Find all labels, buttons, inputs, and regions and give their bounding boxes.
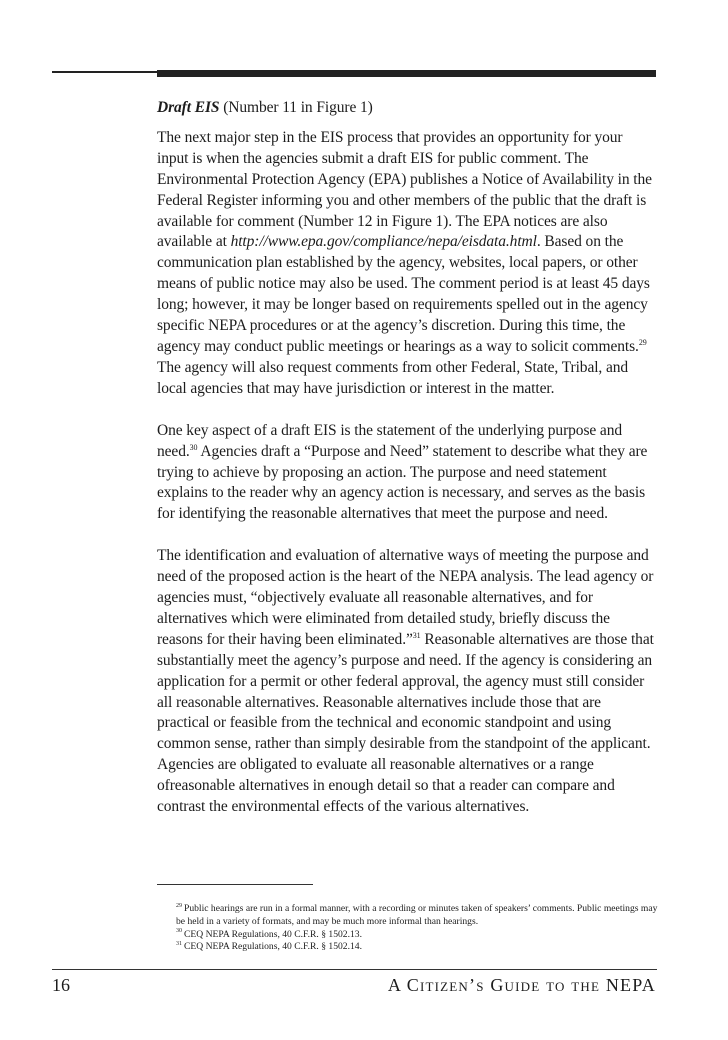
footnote [176,929,661,942]
footnote-text: CEQ NEPA Regulations, 40 C.F.R. § 1502.13. [184,928,362,940]
footnotes [176,903,661,954]
paragraph-2-text-a: One key aspect of a draft EIS is the statement of the underlying purpose and need. [157,421,623,460]
running-title: A Citizen’s Guide to the NEPA [387,975,656,995]
epa-url-link[interactable]: http://www.epa.gov/compliance/nepa/eisdata.html [230,233,537,251]
section-title: Draft EIS [157,99,220,116]
header-rule-thin [52,71,157,73]
section-subtitle: (Number 11 in Figure 1) [219,99,373,116]
footnote-number: 30 [176,928,182,935]
page-body [157,98,657,839]
footnote-ref-30: 30 [189,442,198,452]
paragraph-1-text-c: The agency will also request comments from other Federal, State, Tribal, and local agencies that may have jurisdiction or interest in the matter. [157,358,629,397]
paragraph-2-text-b: Agencies draft a “Purpose and Need” statement to describe what they are trying to achieve by proposing an action. The purpose and need statement explains to the reader why an agency action is necessary, and serves as the basis for identifying the reasonable alternatives that meet the purpose and need. [157,442,648,523]
footnote-rule [157,884,313,885]
footnote-number: 29 [176,902,182,909]
paragraph-1 [157,128,657,400]
page-number: 16 [52,975,70,995]
footnote [176,941,661,954]
footnote-text: Public hearings are run in a formal manner, with a recording or minutes taken of speakers’ comments. Public meetings may be held in a variety of formats, and may be much more informal than hearings. [176,903,658,927]
footnote-ref-29: 29 [638,337,647,347]
footer-rule [52,969,657,970]
paragraph-2 [157,421,657,526]
paragraph-3-text-b: Reasonable alternatives are those that substantially meet the agency’s purpose and need. If the agency is considering an application for a permit or other federal approval, the agency must still consider all reasonable alternatives. Reasonable alternatives include those that are practical or feasible from the technical and economic standpoint and using common sense, rather than simply desirable from the standpoint of the applicant. Agencies are obligated to evaluate all reasonable alternatives or a range ofreasonable alternatives in enough detail so that a reader can compare and contrast the environmental effects of the various alternatives. [157,630,654,816]
section-heading [157,98,657,119]
paragraph-3-text-a: The identification and evaluation of alternative ways of meeting the purpose and need of the proposed action is the heart of the NEPA analysis. The lead agency or agencies must, “objectively evaluate all reasonable alternatives, and for alternatives which were eliminated from detailed study, briefly discuss the reasons for their having been eliminated.” [157,547,654,648]
footnote-text: CEQ NEPA Regulations, 40 C.F.R. § 1502.14. [184,941,362,953]
paragraph-3 [157,546,657,818]
paragraph-1-text-a: The next major step in the EIS process that provides an opportunity for your input is when the agencies submit a draft EIS for public comment. The Environmental Protection Agency (EPA) publishes a Notice of Availability in the Federal Register informing you and other members of the public that the draft is available for comment (Number 12 in Figure 1). The EPA notices are also available at [157,128,652,251]
footnote-ref-31: 31 [412,630,421,640]
paragraph-1-text-b: . Based on the communication plan established by the agency, websites, local papers, or other means of public notice may also be used. The comment period is at least 45 days long; however, it may be longer based on requirements spelled out in the agency specific NEPA procedures or at the agency’s discretion. During this time, the agency may conduct public meetings or hearings as a way to solicit comments. [157,233,650,355]
header-rule-thick [157,70,656,77]
footnote [176,903,661,929]
footnote-number: 31 [176,941,182,948]
